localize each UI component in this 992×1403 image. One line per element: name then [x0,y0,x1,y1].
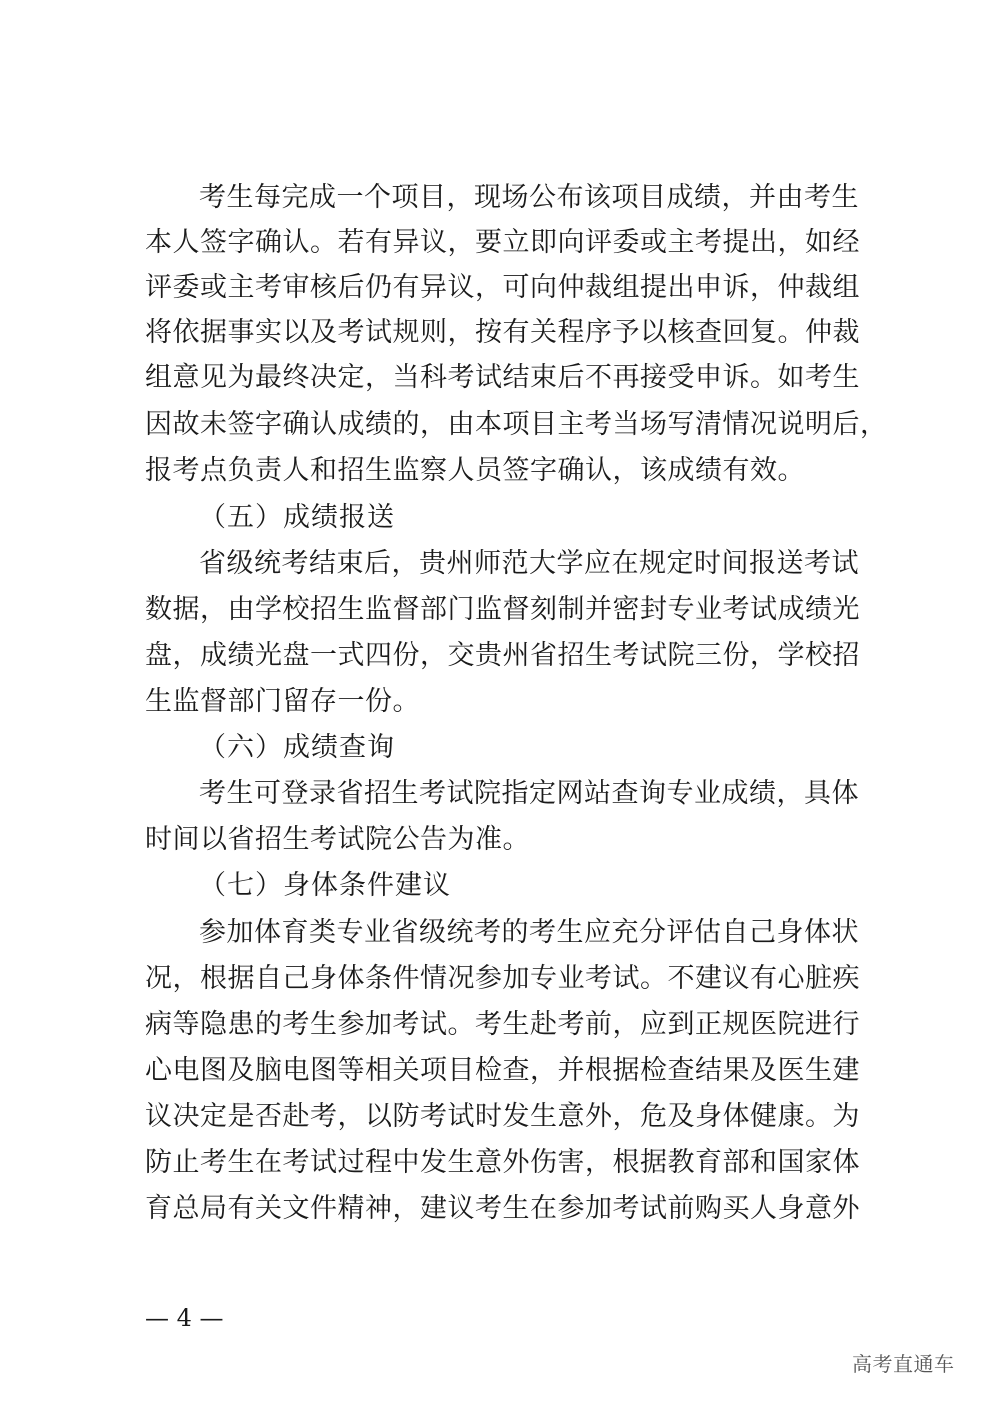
paragraph-line: 心电图及脑电图等相关项目检查，并根据检查结果及医生建 [145,1055,860,1086]
paragraph-line: 参加体育类专业省级统考的考生应充分评估自己身体状 [199,917,859,948]
paragraph-line: 盘，成绩光盘一式四份，交贵州省招生考试院三份，学校招 [145,640,860,671]
paragraph-line: 病等隐患的考生参加考试。考生赴考前，应到正规医院进行 [145,1009,860,1040]
paragraph-line: 数据，由学校招生监督部门监督刻制并密封专业考试成绩光 [145,594,860,625]
paragraph-line: 时间以省招生考试院公告为准。 [145,824,530,855]
paragraph-line: 组意见为最终决定，当科考试结束后不再接受申诉。如考生 [145,362,860,393]
paragraph-line: 因故未签字确认成绩的，由本项目主考当场写清情况说明后， [145,409,888,440]
section-heading: （七）身体条件建议 [199,870,451,901]
paragraph-line: 考生每完成一个项目，现场公布该项目成绩，并由考生 [199,182,859,213]
section-heading: （五）成绩报送 [199,502,395,533]
paragraph-line: 报考点负责人和招生监察人员签字确认，该成绩有效。 [145,455,805,486]
paragraph-line: 将依据事实以及考试规则，按有关程序予以核查回复。仲裁 [145,317,860,348]
paragraph-line: 育总局有关文件精神，建议考生在参加考试前购买人身意外 [145,1193,860,1224]
section-heading: （六）成绩查询 [199,732,395,763]
paragraph-line: 生监督部门留存一份。 [145,686,420,717]
paragraph-line: 考生可登录省招生考试院指定网站查询专业成绩，具体 [199,778,859,809]
page-number: — 4 — [145,1304,224,1332]
paragraph-line: 防止考生在考试过程中发生意外伤害，根据教育部和国家体 [145,1147,860,1178]
paragraph-line: 况，根据自己身体条件情况参加专业考试。不建议有心脏疾 [145,963,860,994]
watermark: 高考直通车 [852,1352,955,1376]
paragraph-line: 本人签字确认。若有异议，要立即向评委或主考提出，如经 [145,227,860,258]
paragraph-line: 评委或主考审核后仍有异议，可向仲裁组提出申诉，仲裁组 [145,272,860,303]
paragraph-line: 省级统考结束后，贵州师范大学应在规定时间报送考试 [199,548,859,579]
paragraph-line: 议决定是否赴考，以防考试时发生意外，危及身体健康。为 [145,1101,860,1132]
